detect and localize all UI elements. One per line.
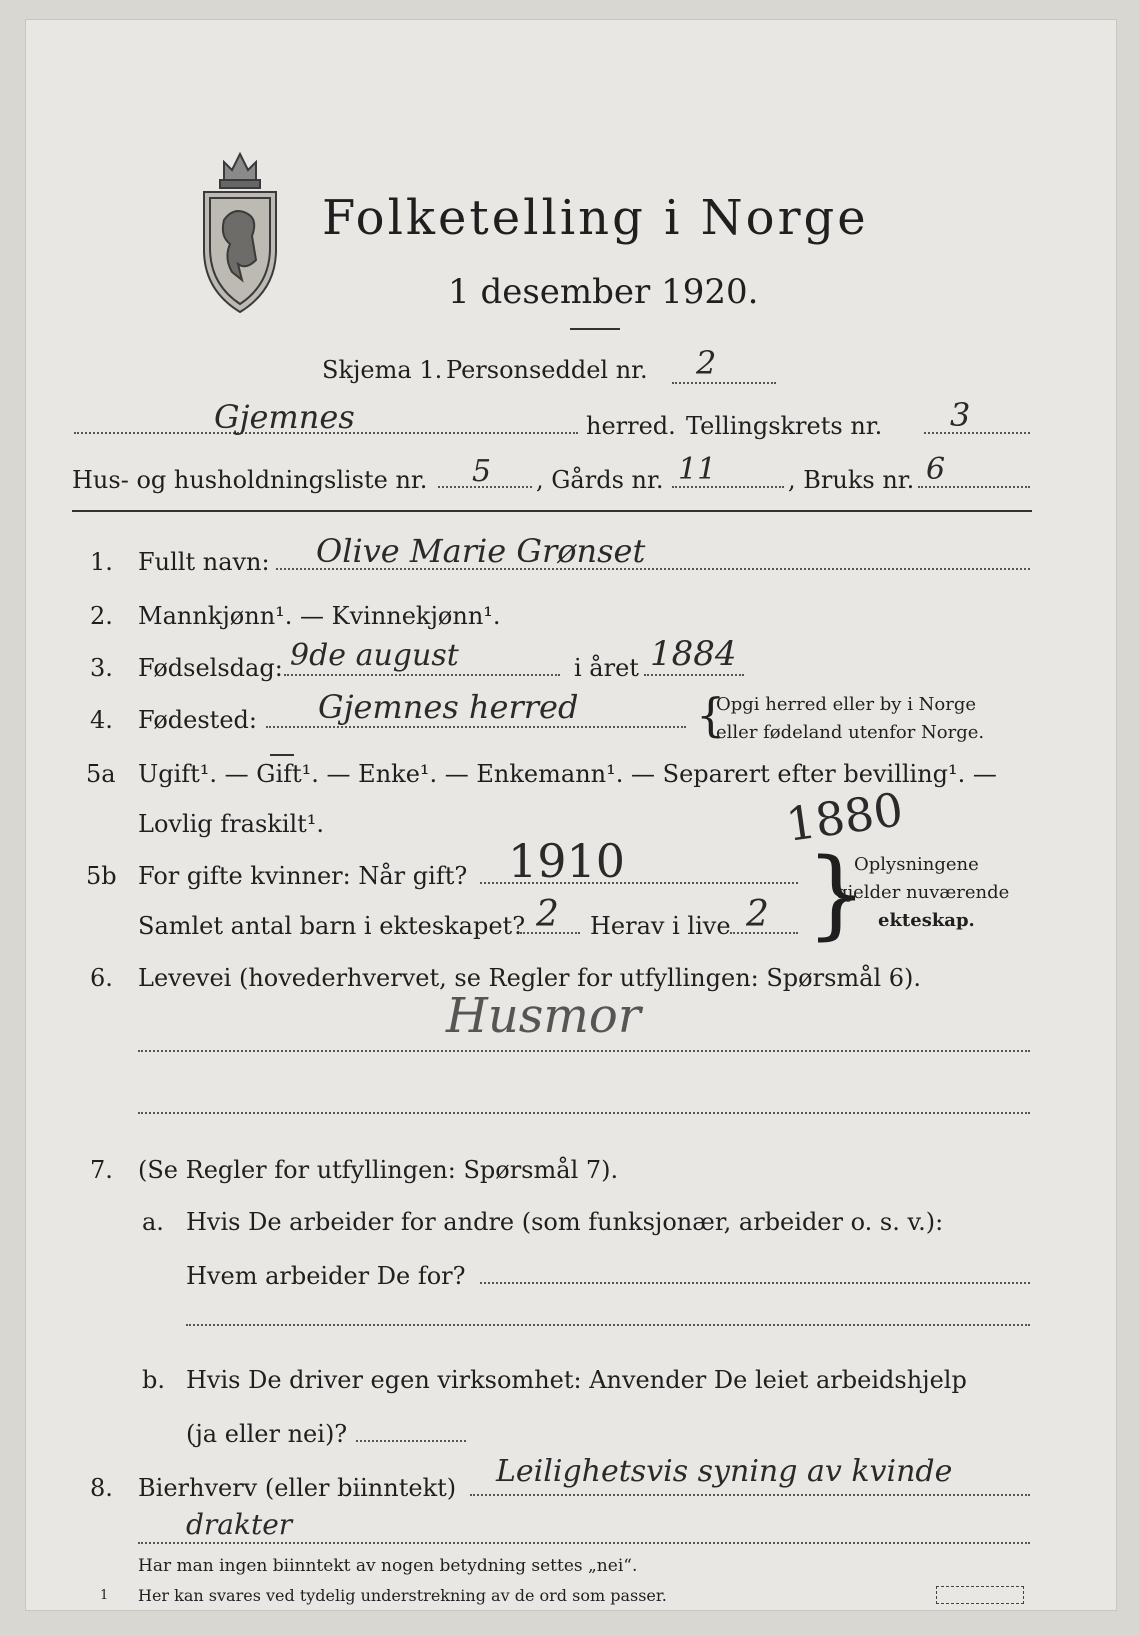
q1-number: 1.: [90, 548, 113, 576]
q6-label: Levevei (hovederhvervet, se Regler for utfyllingen: Spørsmål 6).: [138, 964, 922, 992]
personseddel-label: Personseddel nr.: [446, 356, 648, 384]
bruks-label: , Bruks nr.: [788, 466, 915, 494]
q4-label: Fødested:: [138, 706, 257, 734]
q4-note-line2: eller fødeland utenfor Norge.: [716, 722, 985, 743]
personseddel-value[interactable]: 2: [696, 344, 717, 382]
q4-birthplace-value[interactable]: Gjemnes herred: [318, 688, 579, 726]
q7a-answer-line[interactable]: [480, 1282, 1030, 1284]
q5b-married-year-value[interactable]: 1910: [508, 834, 626, 888]
form-title: Folketelling i Norge: [322, 190, 869, 246]
q2-sex-options: Mannkjønn¹. — Kvinnekjønn¹.: [138, 602, 501, 630]
q4-brace: {: [696, 688, 726, 742]
q7a-letter: a.: [142, 1208, 164, 1236]
q3-year-value[interactable]: 1884: [650, 634, 737, 674]
q6-occupation-value[interactable]: Husmor: [446, 988, 641, 1044]
q7a-line2: Hvem arbeider De for?: [186, 1262, 466, 1290]
footnote-mark: 1: [100, 1588, 109, 1603]
tellingskrets-value[interactable]: 3: [950, 396, 971, 434]
printer-stamp-icon: [936, 1586, 1024, 1604]
q5a-line2: Lovlig fraskilt¹.: [138, 810, 325, 838]
title-divider: [570, 328, 620, 330]
q5b-children-value[interactable]: 2: [536, 894, 559, 935]
herred-value[interactable]: Gjemnes: [214, 398, 355, 436]
q5b-number: 5b: [86, 862, 117, 890]
q8-side-income-value1[interactable]: Leilighetsvis syning av kvinde: [496, 1454, 953, 1489]
gift-underline-mark: [270, 754, 294, 756]
norwegian-coat-of-arms-icon: [194, 140, 286, 320]
q8-note: Har man ingen biinntekt av nogen betydning settes „nei“.: [138, 1556, 638, 1576]
q4-note-line1: Opgi herred eller by i Norge: [716, 694, 977, 715]
bruks-value[interactable]: 6: [926, 452, 946, 487]
q7b-line2: (ja eller nei)?: [186, 1420, 348, 1448]
q7-label: (Se Regler for utfyllingen: Spørsmål 7).: [138, 1156, 619, 1184]
q7b-letter: b.: [142, 1366, 165, 1394]
q3-year-label: i året: [574, 654, 639, 682]
tellingskrets-label: Tellingskrets nr.: [686, 412, 883, 440]
footnote-text: Her kan svares ved tydelig understrekning av de ord som passer.: [138, 1586, 667, 1605]
q5b-note-line1: Oplysningene: [854, 854, 979, 875]
q7a-line1: Hvis De arbeider for andre (som funksjonær, arbeider o. s. v.):: [186, 1208, 944, 1236]
q7b-answer-line[interactable]: [356, 1440, 466, 1442]
q5b-note-line2: gjelder nuværende: [836, 882, 1010, 903]
skjema-label: Skjema 1.: [322, 356, 443, 384]
herred-label: herred.: [586, 412, 676, 440]
q5b-alive-label: Herav i live: [590, 912, 731, 940]
census-form-page: [26, 20, 1116, 1610]
q7b-line1: Hvis De driver egen virksomhet: Anvender De leiet arbeidshjelp: [186, 1366, 967, 1394]
q4-number: 4.: [90, 706, 113, 734]
q5a-margin-note: 1880: [782, 782, 907, 852]
q5b-note-line3: ekteskap.: [878, 910, 975, 931]
q5b-married-label: For gifte kvinner: Når gift?: [138, 862, 468, 890]
q2-number: 2.: [90, 602, 113, 630]
q1-full-name-value[interactable]: Olive Marie Grønset: [316, 532, 646, 570]
q5a-number: 5a: [86, 760, 116, 788]
q5b-brace: }: [806, 838, 868, 950]
census-date: 1 desember 1920.: [448, 272, 759, 312]
header-divider: [72, 510, 1032, 512]
q5a-marital-options: Ugift¹. — Gift¹. — Enke¹. — Enkemann¹. — Separert efter bevilling¹. —: [138, 760, 997, 788]
q8-number: 8.: [90, 1474, 113, 1502]
q1-label: Fullt navn:: [138, 548, 270, 576]
q6-number: 6.: [90, 964, 113, 992]
q3-number: 3.: [90, 654, 113, 682]
hus-label: Hus- og husholdningsliste nr.: [72, 466, 428, 494]
q3-birthday-value[interactable]: 9de august: [290, 638, 459, 673]
gards-value[interactable]: 11: [678, 452, 717, 487]
hus-value[interactable]: 5: [472, 454, 492, 489]
q8-label: Bierhverv (eller biinntekt): [138, 1474, 457, 1502]
q5b-children-label: Samlet antal barn i ekteskapet?: [138, 912, 526, 940]
q3-label: Fødselsdag:: [138, 654, 283, 682]
q8-side-income-value2[interactable]: drakter: [186, 1508, 293, 1541]
q7-number: 7.: [90, 1156, 113, 1184]
q5b-alive-value[interactable]: 2: [746, 894, 769, 935]
gards-label: , Gårds nr.: [536, 466, 664, 494]
